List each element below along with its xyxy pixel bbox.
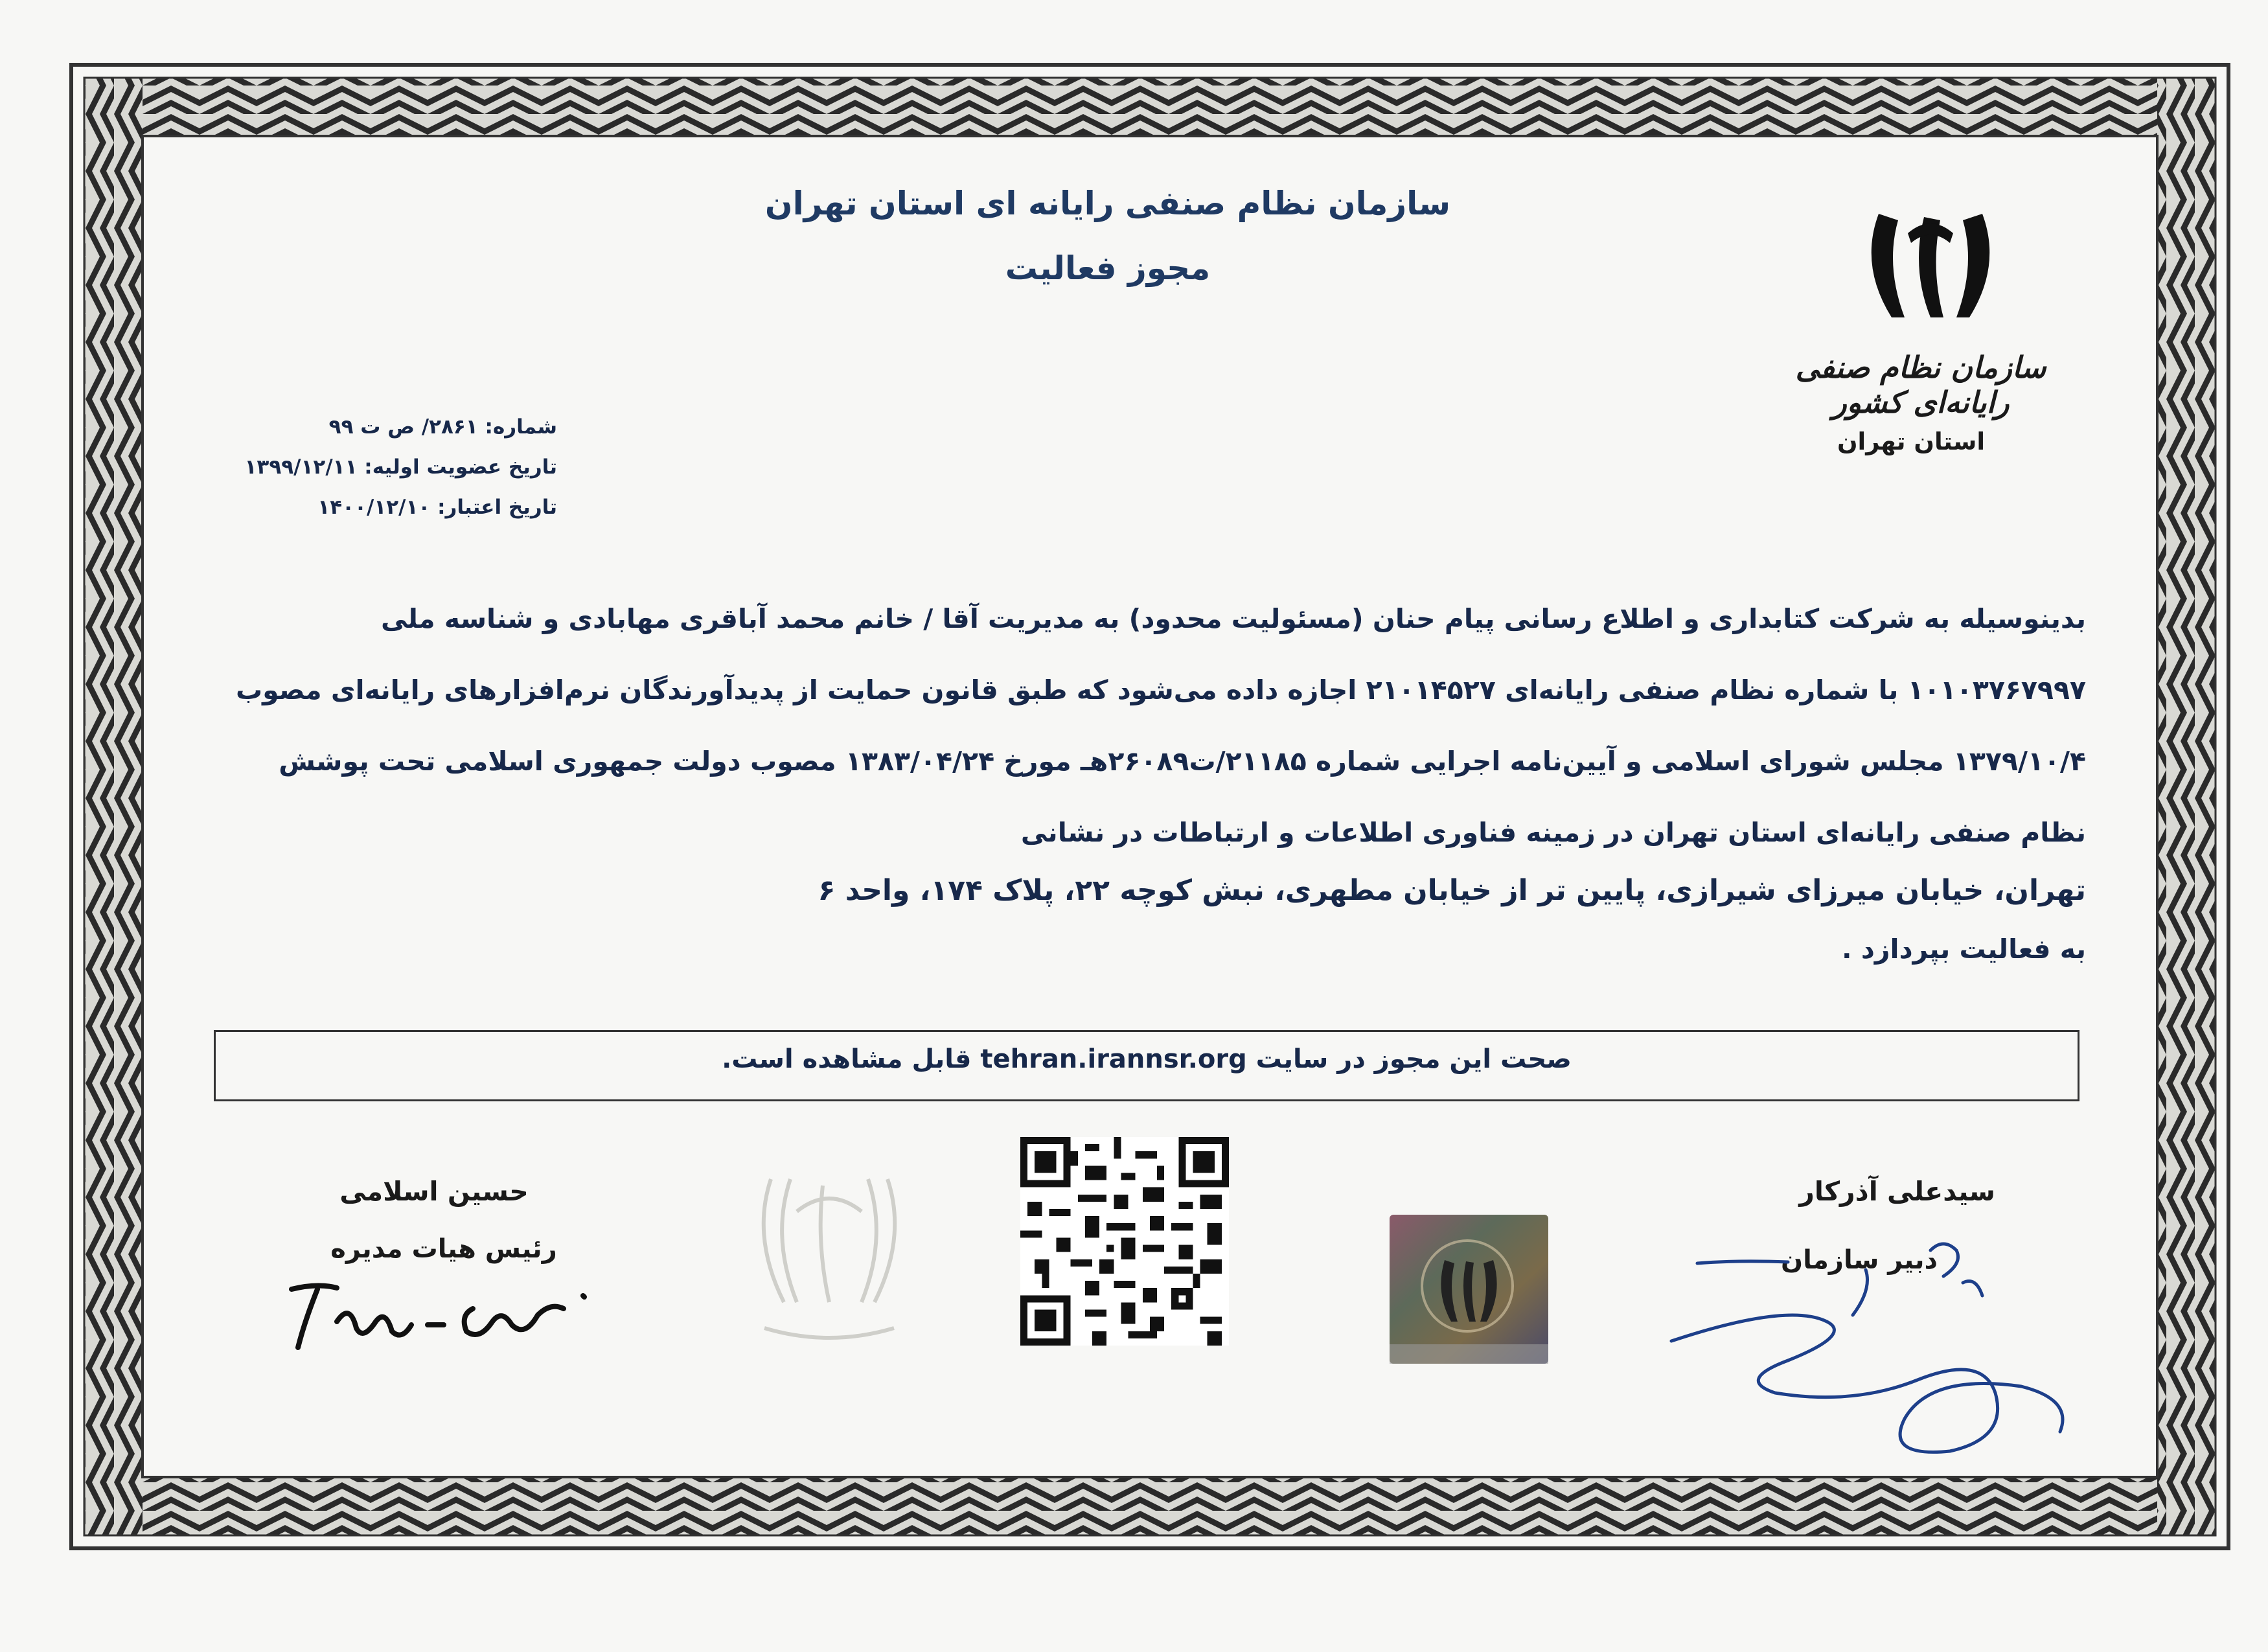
hologram-seal-icon [1390, 1215, 1548, 1364]
signatory-left-title: رئیس هیات مدیره [330, 1234, 557, 1264]
signatory-right-name: سیدعلی آذرکار [1799, 1176, 1995, 1207]
body-line: نظام صنفی رایانه‌ای استان تهران در زمینه فناوری اطلاعات و ارتباطات در نشانی [1020, 817, 2086, 848]
handwritten-signature-icon [279, 1270, 615, 1360]
logo-province: استان تهران [1837, 428, 1986, 455]
document-meta [246, 407, 557, 527]
handwritten-signature-icon [1658, 1224, 2086, 1471]
signatory-right-title: دبیر سازمان [1781, 1245, 1938, 1275]
qr-code-icon [1020, 1137, 1229, 1346]
body-line: بدینوسیله به شرکت کتابداری و اطلاع رسانی پیام حنان (مسئولیت محدود) به مدیریت آقا / خانم محمد آباقری مهابادی و شناسه ملی [380, 603, 2086, 634]
signatory-left-name: حسین اسلامی [339, 1176, 529, 1207]
document-title: مجوز فعالیت [1005, 249, 1211, 287]
body-line: ۱۳۷۹/۱۰/۴ مجلس شورای اسلامی و آیین‌نامه اجرایی شماره ۲۱۱۸۵/ت۲۶۰۸۹هـ مورخ ۱۳۸۳/۰۴/۲۴ مصوب دولت جمهوری اسلامی تحت پوشش [279, 746, 2086, 777]
document-number: شماره: ۲۸۶۱/ ص ت ۹۹ [328, 415, 557, 439]
license-body [214, 583, 2086, 868]
logo-org-name: سازمان نظام صنفی رایانه‌ای کشور [1795, 350, 2046, 420]
validity-date: تاریخ اعتبار: ۱۴۰۰/۱۲/۱۰ [317, 496, 557, 519]
address-line: تهران، خیابان میرزای شیرازی، پایین تر از خیابان مطهری، نبش کوچه ۲۲، پلاک ۱۷۴، واحد ۶ [818, 874, 2086, 907]
body-line: ۱۰۱۰۳۷۶۷۹۹۷ با شماره نظام صنفی رایانه‌ای ۲۱۰۱۴۵۲۷ اجازه داده می‌شود که طبق قانون حمایت از پدیدآورندگان نرم‌افزارهای رایانه‌ای مصوب [235, 674, 2086, 706]
closing-line: به فعالیت بپردازد . [1842, 934, 2086, 965]
embossed-seal-icon [726, 1160, 933, 1354]
verification-text: صحت این مجوز در سایت tehran.irannsr.org قابل مشاهده است. [722, 1044, 1572, 1074]
organization-logo-icon [1853, 207, 2008, 324]
organization-title: سازمان نظام صنفی رایانه ای استان تهران [764, 185, 1451, 222]
initial-membership-date: تاریخ عضویت اولیه: ۱۳۹۹/۱۲/۱۱ [244, 455, 557, 479]
